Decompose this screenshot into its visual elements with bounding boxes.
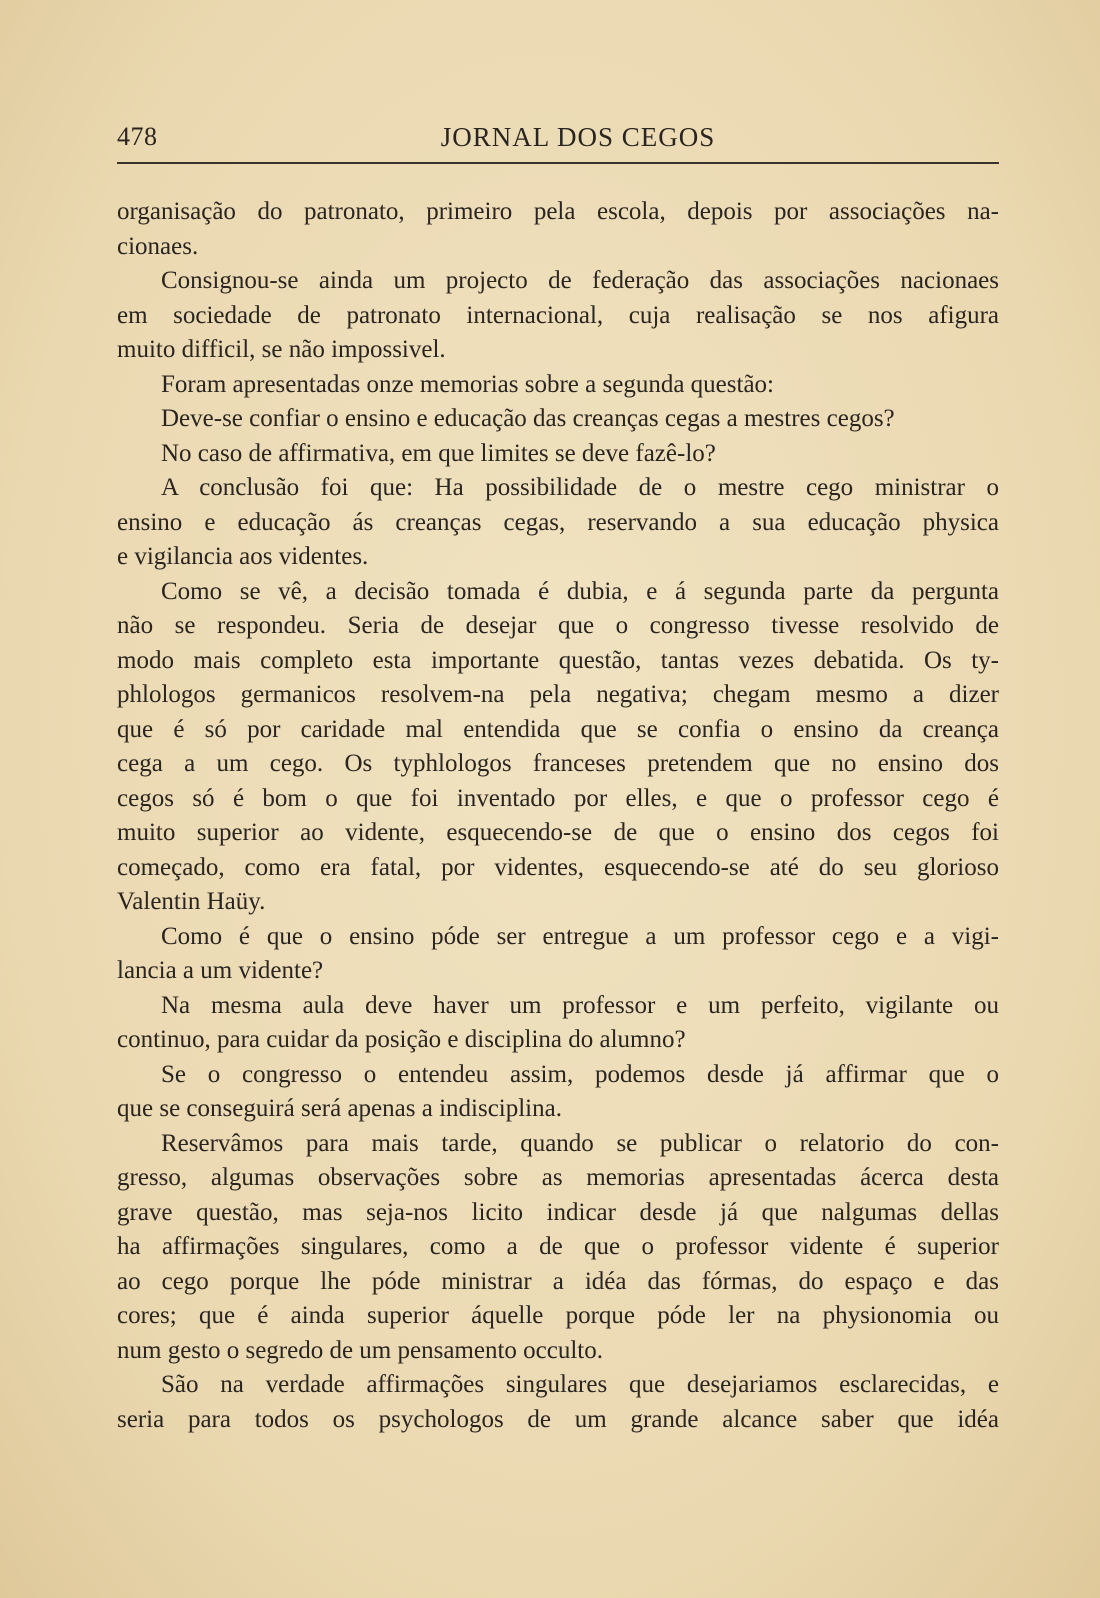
- text-line: ha affirmações singulares, como a de que o professor vidente é superior: [117, 1233, 999, 1260]
- text-line: não se respondeu. Seria de desejar que o congresso tivesse resolvido de: [117, 612, 999, 639]
- text-line: modo mais completo esta importante questão, tantas vezes debatida. Os ty-: [117, 646, 999, 674]
- text-line: cionaes.: [117, 232, 199, 260]
- text-line: seria para todos os psychologos de um grande alcance saber que idéa: [117, 1405, 999, 1433]
- text-line: No caso de affirmativa, em que limites se deve fazê-lo?: [161, 439, 716, 467]
- text-line: Foram apresentadas onze memorias sobre a segunda questão:: [161, 370, 774, 398]
- header-rule: [117, 162, 999, 164]
- text-line: Como se vê, a decisão tomada é dubia, e á segunda parte da pergunta: [161, 577, 999, 605]
- text-line: cegos só é bom o que foi inventado por elles, e que o professor cego é: [117, 784, 999, 812]
- text-line: continuo, para cuidar da posição e disciplina do alumno?: [117, 1026, 686, 1053]
- text-line: lancia a um vidente?: [117, 957, 324, 984]
- text-line: cega a um cego. Os typhlologos franceses pretendem que no ensino dos: [117, 750, 999, 777]
- text-line: num gesto o segredo de um pensamento occulto.: [117, 1336, 603, 1364]
- text-line: ao cego porque lhe póde ministrar a idéa das fórmas, do espaço e das: [117, 1267, 999, 1295]
- text-line: phlologos germanicos resolvem-na pela negativa; chegam mesmo a dizer: [117, 681, 999, 708]
- text-line: Reservâmos para mais tarde, quando se publicar o relatorio do con-: [161, 1129, 999, 1157]
- text-line: ensino e educação ás creanças cegas, reservando a sua educação physica: [117, 508, 999, 536]
- text-line: organisação do patronato, primeiro pela escola, depois por associações na-: [117, 198, 999, 225]
- page-number: 478: [117, 122, 158, 151]
- text-line: que se conseguirá será apenas a indisciplina.: [117, 1095, 562, 1122]
- page-header: [117, 118, 999, 158]
- text-line: Deve-se confiar o ensino e educação das creanças cegas a mestres cegos?: [161, 405, 895, 432]
- body-text: [117, 195, 999, 1437]
- text-line: começado, como era fatal, por videntes, esquecendo-se até do seu glorioso: [117, 853, 999, 881]
- text-line: A conclusão foi que: Ha possibilidade de o mestre cego ministrar o: [161, 474, 999, 501]
- text-line: Na mesma aula deve haver um professor e um perfeito, vigilante ou: [161, 991, 999, 1019]
- text-line: e vigilancia aos videntes.: [117, 543, 369, 570]
- text-line: cores; que é ainda superior áquelle porque póde ler na physionomia ou: [117, 1302, 999, 1329]
- text-line: grave questão, mas seja-nos licito indicar desde já que nalgumas dellas: [117, 1198, 999, 1226]
- text-line: que é só por caridade mal entendida que se confia o ensino da creança: [117, 715, 999, 743]
- text-line: em sociedade de patronato internacional, cuja realisação se nos afigura: [117, 301, 999, 329]
- text-line: Como é que o ensino póde ser entregue a um professor cego e a vigi-: [161, 922, 999, 950]
- text-line: São na verdade affirmações singulares que desejariamos esclarecidas, e: [161, 1371, 999, 1398]
- text-line: gresso, algumas observações sobre as memorias apresentadas ácerca desta: [117, 1164, 999, 1191]
- text-line: muito difficil, se não impossivel.: [117, 336, 446, 363]
- running-title: JORNAL DOS CEGOS: [440, 122, 716, 152]
- text-line: muito superior ao vidente, esquecendo-se de que o ensino dos cegos foi: [117, 819, 999, 846]
- text-line: Se o congresso o entendeu assim, podemos desde já affirmar que o: [161, 1060, 999, 1088]
- text-line: Consignou-se ainda um projecto de federação das associações nacionaes: [161, 267, 999, 294]
- text-line: Valentin Haüy.: [117, 888, 266, 915]
